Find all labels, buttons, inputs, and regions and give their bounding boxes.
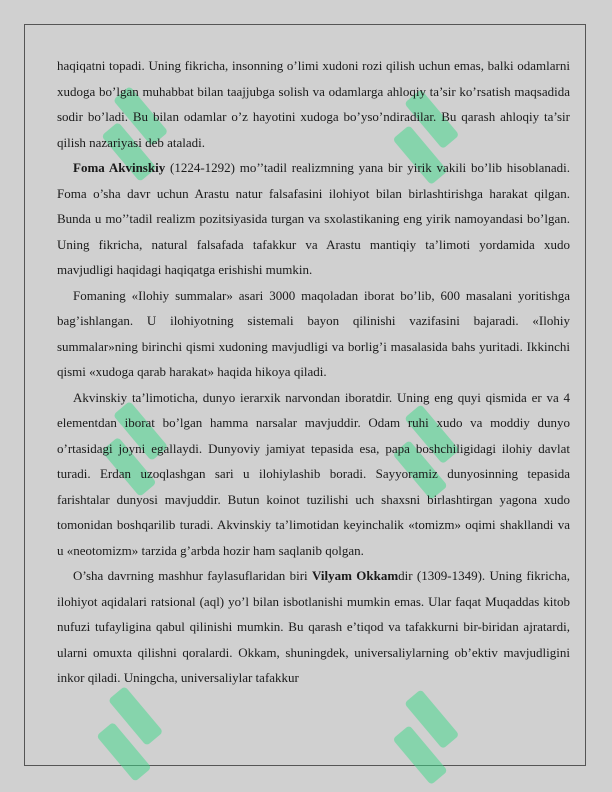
paragraph [57, 155, 570, 283]
paragraph-text: dir (1309-1349). Uning fikricha, ilohiyot aqidalari ratsional (aql) yo’l bilan isbotlanishi mumkin emas. Ular faqat Muqaddas kitob nufuzi tufayligina qabul qilinishi mumkin. Bu qarash e’tiqod va tafakkurni bir-biridan ajratardi, ularni omuxta qilishni qoralardi. Okkam, shuningdek, universaliylarning ob’ektiv mavjudligini inkor qiladi. Uningcha, universaliylar tafakkur [57, 568, 570, 685]
paragraph [57, 385, 570, 564]
paragraph-text: (1224-1292) mo’’tadil realizmning yana bir yirik vakili bo’lib hisoblanadi. Foma o’sha davr uchun Arastu natur falsafasini ilohiyot bilan birlashtirishga harakat qilgan. Bunda u mo’’tadil realizm pozitsiyasida turgan va sxolastikaning eng yirik namoyandasi bo’lgan. Uning fikricha, natural falsafada tafakkur va Arastu mantiqiy ta’limoti yordamida xudo mavjudligi haqidagi haqiqatga erishishi mumkin. [57, 160, 570, 277]
paragraph-text: O’sha davrning mashhur faylasuflaridan biri [73, 568, 312, 583]
paragraph-text: haqiqatni topadi. Uning fikricha, insonning o’limi xudoni rozi qilish uchun emas, balki odamlarni xudoga bo’lgan muhabbat bilan taajjubga solish va odamlarga ahloqiy ta’sir ko’rsatish maqsadida sodir bo’ladi. Bu bilan odamlar o’z hayotini xudoga bo’yso’ndiradilar. Bu qarash ahloqiy ta’sir qilish nazariyasi deb ataladi. [57, 58, 570, 150]
document-body [57, 53, 570, 691]
paragraph-text: Fomaning «Ilohiy summalar» asari 3000 maqoladan iborat bo’lib, 600 masalani yoritishga bag’ishlangan. U ilohiyotning sistemali bayon qilinishi vazifasini bajaradi. «Ilohiy summalar»ning birinchi qismi xudoning mavjudligi va borlig’i masalasida bahs yuritadi. Ikkinchi qismi «xudoga qarab harakat» haqida hikoya qiladi. [57, 287, 570, 379]
bold-name: Vilyam Okkam [311, 568, 399, 583]
paragraph [57, 53, 570, 155]
bold-name: Foma Akvinskiy [73, 160, 166, 175]
paragraph [57, 283, 570, 385]
paragraph-text: Akvinskiy ta’limoticha, dunyo ierarxik narvondan iboratdir. Uning eng quyi qismida er va 4 elementdan iborat bo’lgan hamma narsalar mavjuddir. Odam ruhi xudo va moddiy dunyo o’rtasidagi joyni egallaydi. Dunyoviy jamiyat tepasida esa, papa boshchiligidagi ilohiy davlat turadi. Erdan uzoqlashgan sari u ilohiylashib boradi. Sayyoramiz dunyosinning tepasida farishtalar dunyosi mavjuddir. Butun koinot tuzilishi uch shaxsni birlashtirgan yagona xudo tomonidan boshqarilib turadi. Akvinskiy ta’limotidan keyinchalik «tomizm» oqimi shakllandi va u «neotomizm» tarzida g’arbda hozir ham saqlanib qolgan. [57, 389, 570, 558]
paragraph [57, 563, 570, 691]
